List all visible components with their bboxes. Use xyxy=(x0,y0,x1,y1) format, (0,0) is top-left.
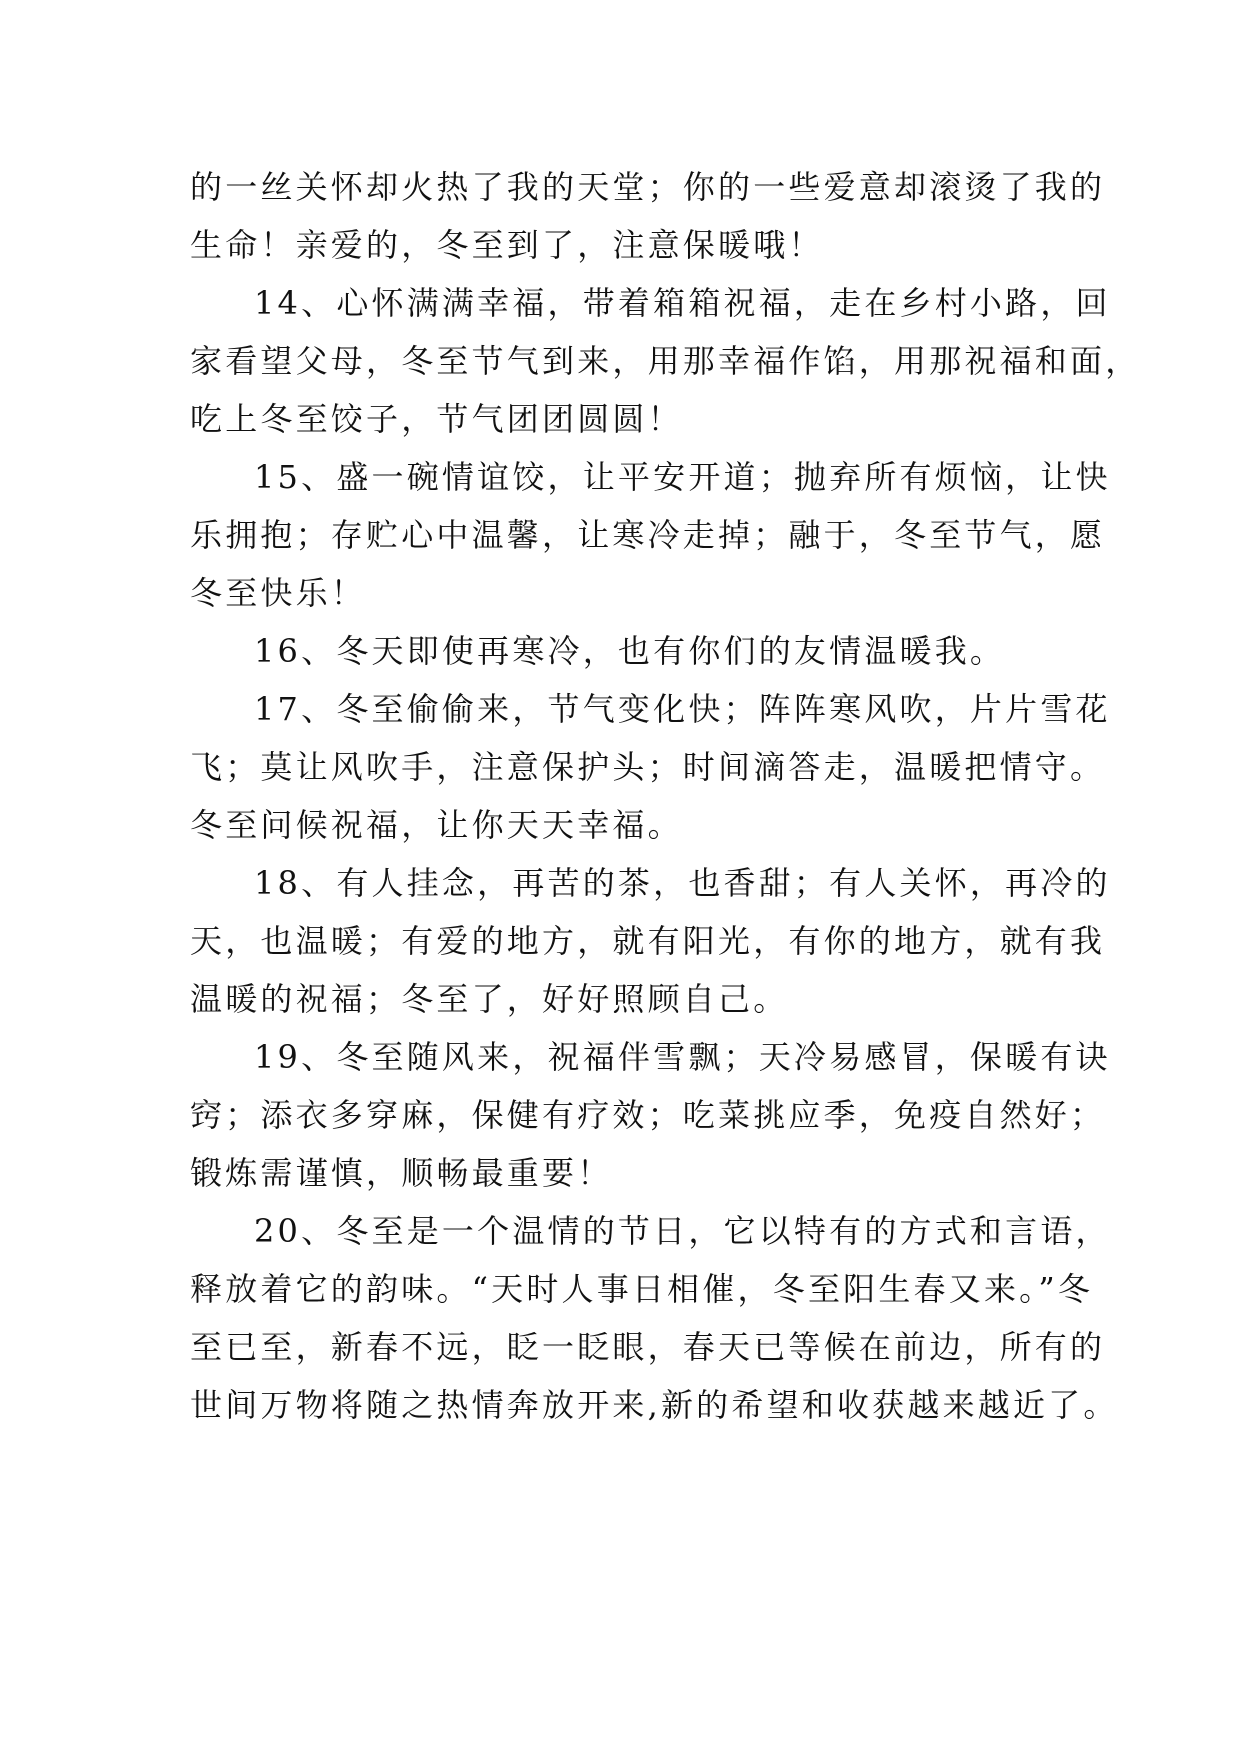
text-line: 至已至，新春不远，眨一眨眼，春天已等候在前边，所有的 xyxy=(190,1328,1106,1366)
text-line: 的一丝关怀却火热了我的天堂；你的一些爱意却滚烫了我的 xyxy=(190,168,1106,206)
paragraph-19-start: 19、冬至随风来，祝福伴雪飘；天冷易感冒，保暖有诀 xyxy=(254,1038,1111,1076)
text-line: 生命！亲爱的，冬至到了，注意保暖哦！ xyxy=(190,226,824,264)
text-line: 锻炼需谨慎，顺畅最重要！ xyxy=(190,1154,613,1192)
text-line: 温暖的祝福；冬至了，好好照顾自己。 xyxy=(190,980,789,1018)
paragraph-16-start: 16、冬天即使再寒冷，也有你们的友情温暖我。 xyxy=(254,632,1006,670)
text-line: 乐拥抱；存贮心中温馨，让寒冷走掉；融于，冬至节气，愿 xyxy=(190,516,1106,554)
text-line: 家看望父母，冬至节气到来，用那幸福作馅，用那祝福和面， xyxy=(190,342,1141,380)
paragraph-17-start: 17、冬至偷偷来，节气变化快；阵阵寒风吹，片片雪花 xyxy=(254,690,1111,728)
text-line: 冬至快乐！ xyxy=(190,574,367,612)
paragraph-20-start: 20、冬至是一个温情的节日，它以特有的方式和言语， xyxy=(254,1212,1111,1250)
text-line: 吃上冬至饺子，节气团团圆圆！ xyxy=(190,400,683,438)
text-line: 窍；添衣多穿麻，保健有疗效；吃菜挑应季，免疫自然好； xyxy=(190,1096,1106,1134)
paragraph-14-start: 14、心怀满满幸福，带着箱箱祝福，走在乡村小路，回 xyxy=(254,284,1111,322)
text-line: 释放着它的韵味。“天时人事日相催，冬至阳生春又来。”冬 xyxy=(190,1270,1094,1308)
paragraph-15-start: 15、盛一碗情谊饺，让平安开道；抛弃所有烦恼，让快 xyxy=(254,458,1111,496)
text-line: 天，也温暖；有爱的地方，就有阳光，有你的地方，就有我 xyxy=(190,922,1106,960)
document-body xyxy=(190,158,1141,1434)
paragraph-18-start: 18、有人挂念，再苦的茶，也香甜；有人关怀，再冷的 xyxy=(254,864,1111,902)
text-line: 飞；莫让风吹手，注意保护头；时间滴答走，温暖把情守。 xyxy=(190,748,1106,786)
text-line: 冬至问候祝福，让你天天幸福。 xyxy=(190,806,683,844)
text-line: 世间万物将随之热情奔放开来,新的希望和收获越来越近了。 xyxy=(190,1386,1119,1424)
